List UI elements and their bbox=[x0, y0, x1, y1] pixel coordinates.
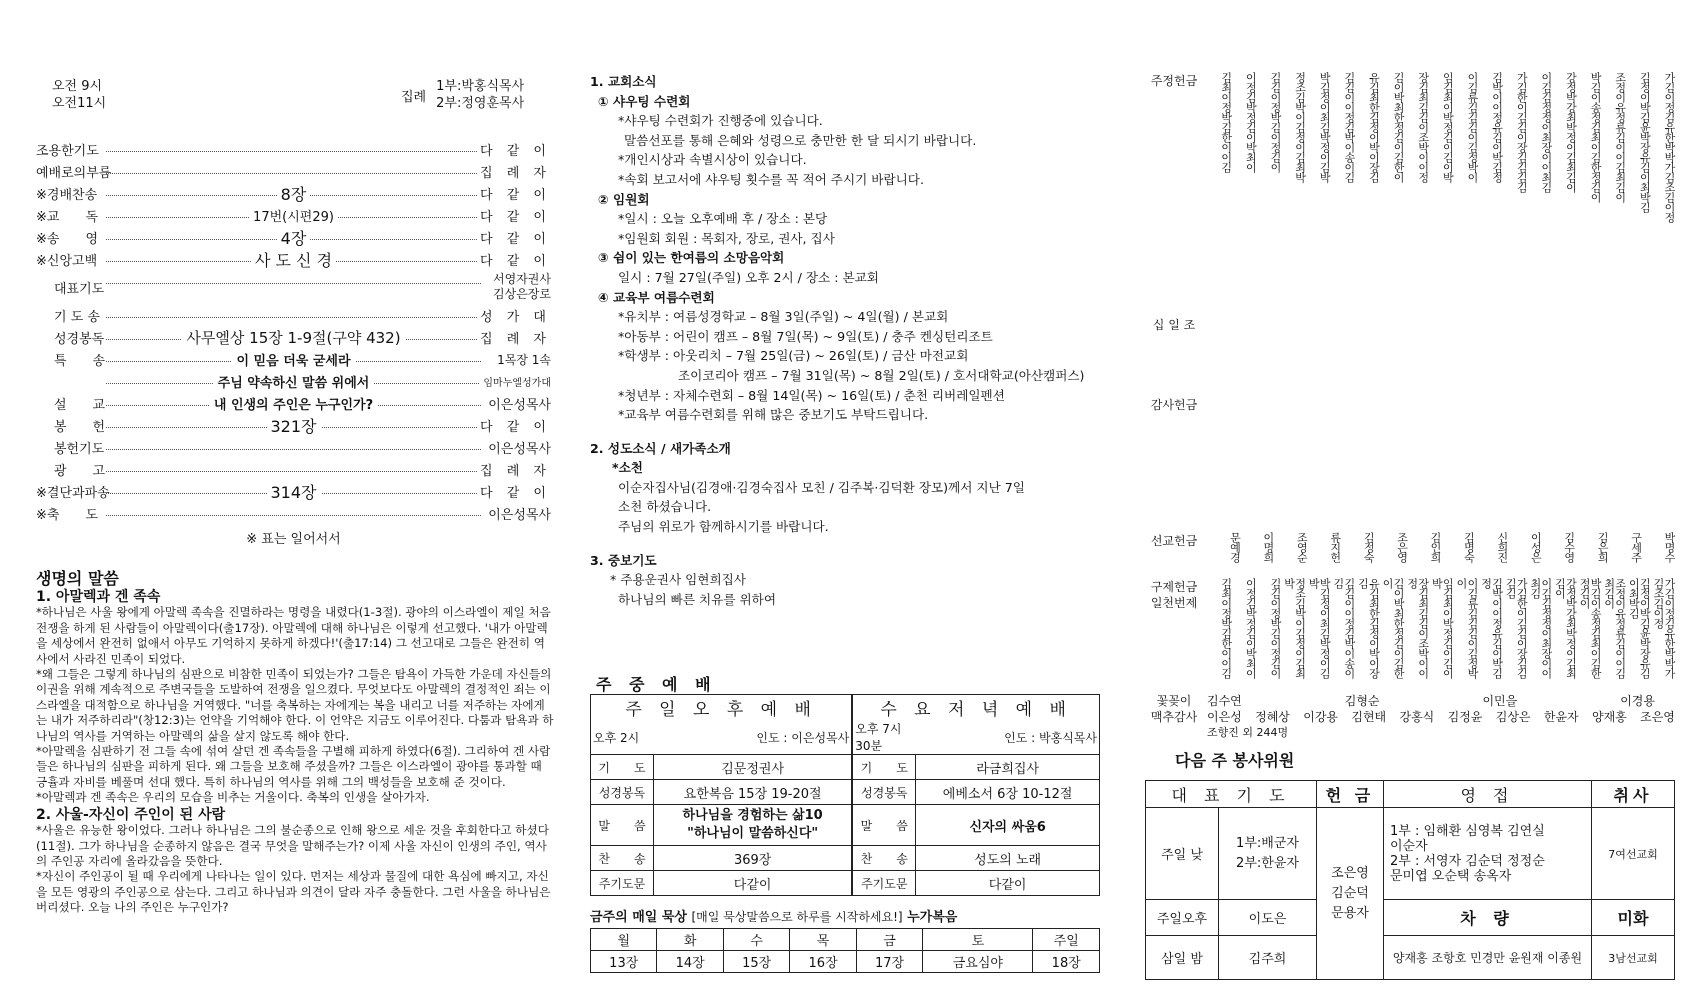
sermon-text bbox=[36, 588, 554, 916]
offering-name-column: 조영순 bbox=[1295, 532, 1309, 562]
chapter-cell: 15장 bbox=[723, 951, 789, 973]
offering-names-grid bbox=[1207, 72, 1675, 527]
news-subheading: *소천 bbox=[612, 460, 643, 476]
offering-label: 선교헌금 bbox=[1150, 534, 1198, 548]
news-subheading: ① 샤우팅 수련회 bbox=[598, 93, 691, 109]
news-line: *속회 보고서에 샤우팅 횟수를 꼭 적어 주시기 바랍니다. bbox=[618, 171, 924, 187]
offering-name-column: 김최이정박김한이이김 bbox=[1219, 72, 1233, 172]
offering-name-column: 박명수 bbox=[1663, 532, 1676, 562]
table-row: 주기도문 다같이 주기도문 다같이 bbox=[591, 871, 1100, 896]
maekchu-names: 이은성 정혜상 이강용 김현태 강홍식 김정윤 김상은 한윤자 양재홍 조은영 bbox=[1207, 710, 1675, 724]
news-line: *학생부 : 아웃리치 – 7월 25일(금) ~ 26일(토) / 금산 마전교회 bbox=[618, 348, 969, 364]
sunday-leader: 인도 : 이은성목사 bbox=[654, 720, 853, 755]
offering-name-column: 가김한이김김이장김김김김 bbox=[1515, 72, 1529, 192]
sermon-paragraph: *아말렉을 심판하기 전 그들 속에 섞여 살던 겐 족속들을 구별해 피하게 하였다(6절). 그리하여 겐 사람들은 하나님의 심판을 피하게 된다. 왜 그들을 보호해 주셨을까? 그들은 이스라엘이 광야를 통과할 때 긍휼과 자비를 베풀며 선대 했다. 특히 하나님의 역사를 위해 그의 백성들을 보호해 준 것이다. bbox=[36, 744, 551, 789]
daily-devotion-title: 금주의 매일 묵상 [매일 묵상말씀으로 하루를 시작하세요!] 누가복음 bbox=[590, 910, 958, 925]
chapter-cell: 17장 bbox=[856, 951, 922, 973]
offering-name-column: 장김최김김이조박이이정 bbox=[1405, 578, 1430, 678]
news-line: *일시 : 오늘 오후예배 후 / 장소 : 본당 bbox=[618, 211, 828, 227]
news-subheading: ④ 교육부 여름수련회 bbox=[598, 289, 715, 305]
news-line: *유치부 : 여름성경학교 – 8월 3일(주일) ~ 4일(월) / 본교회 bbox=[618, 309, 949, 325]
offering-name-column: 강정박강최박정이김최김이 bbox=[1553, 578, 1578, 678]
order-row: ※결단과파송 314장 다 같 이 bbox=[36, 480, 551, 502]
news-line: 주님의 위로가 함께하시기를 바랍니다. bbox=[618, 519, 829, 535]
offering-name-column: 문예경 bbox=[1228, 532, 1242, 562]
next-week-volunteers-table bbox=[1145, 780, 1675, 980]
sermon-paragraph: *사울은 유능한 왕이었다. 그러나 하나님은 그의 불순종으로 인해 왕으로 세운 것을 후회한다고 하셨다(11절). 그가 하나님을 순종하지 않음은 결국 무엇을 말해주는가? 이제 사울 자신이 인생의 주인, 역사의 주인공 자리에 올라갔음을 뜻한다. bbox=[36, 823, 549, 868]
offering-name-column: 가김이정김유한박박가김조김이정 bbox=[1663, 72, 1676, 222]
time-first: 오전 9시 bbox=[52, 79, 103, 94]
offering-name-column: 이정김박정김이박최이 bbox=[1244, 578, 1258, 678]
offering-name-column: 이정김박정김이박최이 bbox=[1244, 72, 1258, 172]
news-line: *청년부 : 자체수련회 – 8월 14일(목) ~ 16일(토) / 춘천 리버레일펜션 bbox=[618, 387, 1005, 403]
offering-name-column: 이김김정정이최장이이최김 bbox=[1528, 578, 1553, 678]
offering-name-column: 김이박최한정김이김한이 bbox=[1392, 72, 1406, 182]
header-meal: 취사 bbox=[1592, 781, 1675, 808]
table-row: 기 도 김문정권사 기 도 라금희집사 bbox=[591, 755, 1100, 780]
service-leaders bbox=[401, 78, 524, 112]
offering-name-column: 김정이박김윤박장유김이최박김 bbox=[1638, 72, 1652, 212]
offering-name-column: 박김정이최김박정이김박 bbox=[1318, 72, 1332, 182]
news-line: *교육부 여름수련회를 위해 많은 중보기도 부탁드립니다. bbox=[618, 407, 929, 423]
offering-name-column: 김김이정박김이정김이 bbox=[1268, 72, 1282, 172]
wednesday-time: 오후 7시 30분 bbox=[852, 720, 916, 755]
order-row: 주님 약속하신 말씀 위에서 임마누엘성가대 bbox=[36, 370, 551, 392]
order-row: 봉헌기도 이은성목사 bbox=[36, 436, 551, 458]
sermon-paragraph: *왜 그들은 그렇게 하나님의 심판으로 비참한 민족이 되었는가? 그들은 탐욕이 가득한 가운데 자신들의 이권을 위해 계속적으로 주변국들을 도발하여 전쟁을 일으켰다. 무엇보다도 아말렉의 결정적인 죄는 이스라엘을 대적함으로 하나님을 거역했다. "너를 축복하는 자에게는 복을 내리고 너를 저주하는 자에게는 내가 저주하리라"(창12:3)는 언약을 기억해야 한다. 이 언약은 지금도 이루어진다. 다툼과 탐욕과 하나님의 역사를 거역하는 아말렉의 삶을 살지 않도록 해야 한다. bbox=[36, 667, 554, 743]
offering-name-column: 정조김박이김정이김최박 bbox=[1282, 578, 1307, 678]
day-cell: 목 bbox=[790, 929, 856, 951]
time-second: 오전11시 bbox=[52, 96, 107, 111]
news-line: 조이코리아 캠프 – 7월 31일(목) ~ 8월 2일(토) / 호서대학교(아산캠퍼스) bbox=[678, 367, 1085, 383]
sermon-heading-2: 2. 사울-자신이 주인이 된 사람 bbox=[36, 806, 226, 823]
day-cell: 월 bbox=[591, 929, 657, 951]
relief-offering-names bbox=[1207, 578, 1675, 686]
news-line: 말씀선포를 통해 은혜와 성령으로 충만한 한 달 되시기 바랍니다. bbox=[624, 132, 977, 148]
offering-name-column: 김인희 bbox=[1429, 532, 1442, 562]
offering-name-column: 이김김정정이최장이이최김 bbox=[1539, 72, 1553, 192]
news-line: * 주용운권사 임현희집사 bbox=[610, 572, 746, 588]
offering-name-column: 강정박강최박정이김최김이 bbox=[1564, 72, 1578, 192]
day-cell: 화 bbox=[657, 929, 723, 951]
offering-name-column: 김박이이정유김이박김정 bbox=[1479, 578, 1504, 678]
sermon-paragraph: *자신이 주인공이 될 때 우리에게 나타나는 일이 있다. 먼저는 세상과 물질에 대한 욕심에 빠지고, 자신을 모든 영광의 주인공으로 삼는다. 그리고 하나님과 의견이 달라 자주 충돌한다. 그런 사울을 하나님은 버리셨다. 오늘 나의 주인은 누구인가? bbox=[36, 869, 551, 915]
church-news bbox=[590, 72, 1130, 609]
worship-order-list bbox=[36, 138, 551, 547]
offering-name-column: 김수영 bbox=[1562, 532, 1576, 562]
leader-label: 집례 bbox=[401, 90, 427, 105]
offering-name-column: 박김정이최김박정이김박 bbox=[1307, 578, 1332, 678]
weekly-services-table bbox=[590, 694, 1100, 896]
news-line: 소천 하셨습니다. bbox=[618, 499, 712, 515]
offering-name-column: 김정이박김윤박장유김이최박김 bbox=[1627, 578, 1652, 678]
offering-name-column: 장김최김김이조박이이정 bbox=[1416, 72, 1430, 182]
offering-name-column: 정조김박이김정이김최박 bbox=[1293, 72, 1307, 182]
order-row: 봉 헌 321장 다 같 이 bbox=[36, 414, 551, 436]
next-week-volunteers-title: 다음 주 봉사위원 bbox=[1175, 751, 1295, 770]
news-subheading: ③ 쉼이 있는 한여름의 소망음악회 bbox=[598, 250, 785, 266]
wednesday-leader: 인도 : 박홍식목사 bbox=[916, 720, 1100, 755]
offering-name-column: 김박이이정유김이박김정 bbox=[1490, 72, 1504, 182]
day-cell: 수 bbox=[723, 929, 789, 951]
chapter-cell: 금요심야 bbox=[923, 951, 1033, 973]
sunday-afternoon-title: 주 일 오 후 예 배 bbox=[591, 695, 853, 721]
chapter-cell: 16장 bbox=[790, 951, 856, 973]
offering-name-column: 조은영 bbox=[1395, 532, 1409, 562]
header-prayer: 대 표 기 도 bbox=[1146, 781, 1317, 808]
offering-name-column: 김명숙 bbox=[1462, 532, 1476, 562]
news-subheading: ② 임원회 bbox=[598, 191, 650, 207]
service-times bbox=[52, 78, 106, 112]
news-line: *아동부 : 어린이 캠프 – 8월 7일(목) ~ 9일(토) / 충주 켄싱턴리조트 bbox=[618, 328, 993, 344]
worship-order-column bbox=[36, 0, 576, 1002]
order-row: 성경봉독 사무엘상 15장 1-9절(구약 432) 집 례 자 bbox=[36, 326, 551, 348]
daily-devotion-table bbox=[590, 928, 1100, 973]
table-row: 말 씀 하나님을 경험하는 삶10 "하나님이 말씀하신다" 말 씀 신자의 싸움6 bbox=[591, 805, 1100, 846]
order-row: ※축 도 이은성목사 bbox=[36, 502, 551, 524]
day-cell: 주일 bbox=[1033, 929, 1100, 951]
offering-name-column: 구세주 bbox=[1629, 532, 1643, 562]
leader-first: 1부:박홍식목사 bbox=[436, 79, 525, 94]
offering-name-column: 류지헌 bbox=[1328, 532, 1342, 562]
offering-name-column: 가김이정김유한박박가김조김이정 bbox=[1652, 578, 1676, 678]
sermon-title: 생명의 말씀 bbox=[36, 569, 119, 588]
offering-name-column: 이김류김김김이김정박이 bbox=[1454, 578, 1479, 678]
offering-name-column: 조정이유정류김이이김최김이 bbox=[1602, 578, 1627, 678]
offering-list bbox=[1145, 72, 1676, 739]
offering-label: 주정헌금 bbox=[1150, 74, 1198, 88]
header-offering: 헌 금 bbox=[1317, 781, 1384, 808]
offering-name-column: 임김최이박정김이김이박 bbox=[1441, 72, 1455, 182]
header-welcome: 영 접 bbox=[1384, 781, 1592, 808]
offering-label: 십 일 조 bbox=[1152, 318, 1196, 332]
order-row: ※송 영 4장 다 같 이 bbox=[36, 226, 551, 248]
flower-names: 김수연 김형순 이민을 이경용 bbox=[1207, 694, 1655, 708]
order-row: 설 교 내 인생의 주인은 누구인가? 이은성목사 bbox=[36, 392, 551, 414]
weekly-services-title: 주 중 예 배 bbox=[596, 675, 717, 694]
sunday-time: 오후 2시 bbox=[591, 720, 654, 755]
offering-name-column: 이성은 bbox=[1529, 532, 1543, 562]
offering-label: 맥추감사 bbox=[1150, 710, 1198, 724]
order-row: ※신앙고백 사 도 신 경 다 같 이 bbox=[36, 248, 551, 270]
offering-name-column: 유김최한김정이박이장김 bbox=[1367, 72, 1381, 182]
wednesday-evening-title: 수 요 저 녁 예 배 bbox=[852, 695, 1099, 721]
news-line: 일시 : 7월 27일(주일) 오후 2시 / 장소 : 본교회 bbox=[618, 269, 879, 285]
offering-name-column: 김김이이정김박이송이김 bbox=[1331, 578, 1356, 678]
offering-name-column: 조정이유정류김이이김최김이 bbox=[1613, 72, 1627, 202]
chapter-cell: 13장 bbox=[591, 951, 657, 973]
table-row: 주일 낮 1부:배군자 2부:한윤자 조은영 김순덕 문용자 1부 : 임해환 심영복 김연실 이순자 2부 : 서영자 김순덕 정정순 문미엽 오순택 송옥자 7여선교회 bbox=[1146, 808, 1675, 874]
table-row: 주일오후 이도은 차 량 미화 bbox=[1146, 900, 1675, 936]
news-line: *샤우팅 수련회가 진행중에 있습니다. bbox=[618, 113, 823, 129]
offering-name-column: 김은희 bbox=[1596, 532, 1610, 562]
maekchu-extra: 조향진 외 244명 bbox=[1207, 726, 1289, 739]
order-row: 기 도 송 성 가 대 bbox=[36, 304, 551, 326]
table-row: 성경봉독 요한복음 15장 19-20절 성경봉독 에베소서 6장 10-12절 bbox=[591, 780, 1100, 805]
offering-name-column: 임김최이박정김이김이박 bbox=[1430, 578, 1455, 678]
order-row: ※교 독 17번(시편29) 다 같 이 bbox=[36, 204, 551, 226]
chapter-cell: 14장 bbox=[657, 951, 723, 973]
news-column bbox=[590, 0, 1130, 1002]
news-heading: 3. 중보기도 bbox=[590, 552, 657, 568]
news-heading: 2. 성도소식 / 새가족소개 bbox=[590, 440, 731, 456]
order-row: 특 송 이 믿음 더욱 굳세라 1목장 1속 bbox=[36, 348, 551, 370]
order-row: ※경배찬송 8장 다 같 이 bbox=[36, 182, 551, 204]
offering-label: 감사헌금 bbox=[1150, 398, 1198, 412]
leader-second: 2부:정영훈목사 bbox=[436, 96, 525, 111]
offering-label: 꽃꽂이 bbox=[1156, 694, 1192, 708]
sermon-heading-1: 1. 아말렉과 겐 족속 bbox=[36, 589, 161, 605]
offering-name-column: 신희진 bbox=[1495, 532, 1509, 562]
header-beauty: 미화 bbox=[1592, 900, 1675, 936]
offering-name-column: 김이박최한정김이김한이 bbox=[1381, 578, 1406, 678]
offering-name-column: 김정숙 bbox=[1362, 532, 1376, 562]
offering-name-column: 김김이이정김박이송이김 bbox=[1342, 72, 1356, 182]
day-cell: 토 bbox=[923, 929, 1033, 951]
chapter-cell: 18장 bbox=[1033, 951, 1100, 973]
offering-name-column: 김김이정박김이정김이 bbox=[1268, 578, 1282, 678]
offering-label: 일천번제 bbox=[1150, 596, 1198, 610]
order-row: 조용한기도 다 같 이 bbox=[36, 138, 551, 160]
table-row: 삼일 밤 김주희 양재홍 조항호 민경만 윤원재 이종원 3남선교회 bbox=[1146, 936, 1675, 980]
offering-column bbox=[1145, 0, 1675, 1002]
header-car: 차 량 bbox=[1384, 900, 1592, 936]
order-row: 예배로의부름 집 례 자 bbox=[36, 160, 551, 182]
news-line: *개인시상과 속별시상이 있습니다. bbox=[618, 152, 807, 168]
order-row: 광 고 집 례 자 bbox=[36, 458, 551, 480]
order-row: 대표기도 서영자권사 김상은장로 bbox=[36, 270, 551, 304]
news-line: *임원회 회원 : 목회자, 장로, 권사, 집사 bbox=[618, 230, 835, 246]
offering-name-column: 이명희 bbox=[1261, 532, 1275, 562]
sermon-paragraph: *아말렉과 겐 족속은 우리의 모습을 비추는 거울이다. 축복의 인생을 살아가자. bbox=[36, 790, 430, 805]
offering-name-column: 가김한이김김이장김김김김 bbox=[1504, 578, 1529, 678]
news-line: 하나님의 빠른 치유를 위하여 bbox=[618, 591, 776, 607]
stand-note: ※ 표는 일어서서 bbox=[246, 532, 341, 547]
offering-name-column: 유김최한김정이박이장김 bbox=[1356, 578, 1381, 678]
offering-name-column: 이김류김김김이김정박이 bbox=[1465, 72, 1479, 182]
table-row: 찬 송 369장 찬 송 성도의 노래 bbox=[591, 846, 1100, 871]
offering-name-column: 박김이송정김최이김한정김이 bbox=[1589, 72, 1603, 202]
day-cell: 금 bbox=[856, 929, 922, 951]
mission-offering-names bbox=[1207, 532, 1675, 574]
sermon-paragraph: *하나님은 사울 왕에게 아말렉 족속을 진멸하라는 명령을 내렸다(1-3절). 광야의 이스라엘이 제일 처음 전쟁을 하게 된 사람들이 아말렉이다(출17장). 아말렉에 대해 하나님은 이렇게 선고했다. '내가 아말렉을 세상에서 완전히 없애서 아무도 기억하지 못하게 하겠다!'(출17:14) 그 선고대로 그들은 완전히 역사에서 사라진 민족이 되었다. bbox=[36, 605, 551, 666]
offering-label: 구제헌금 bbox=[1150, 580, 1198, 594]
news-heading: 1. 교회소식 bbox=[590, 74, 657, 89]
offering-name-column: 박김이송정김최이김한정김이 bbox=[1578, 578, 1603, 678]
news-line: 이순자집사님(김경애·김경숙집사 모친 / 김주복·김덕환 장모)께서 지난 7일 bbox=[618, 479, 1025, 495]
offering-name-column: 김최이정박김한이이김 bbox=[1219, 578, 1233, 678]
